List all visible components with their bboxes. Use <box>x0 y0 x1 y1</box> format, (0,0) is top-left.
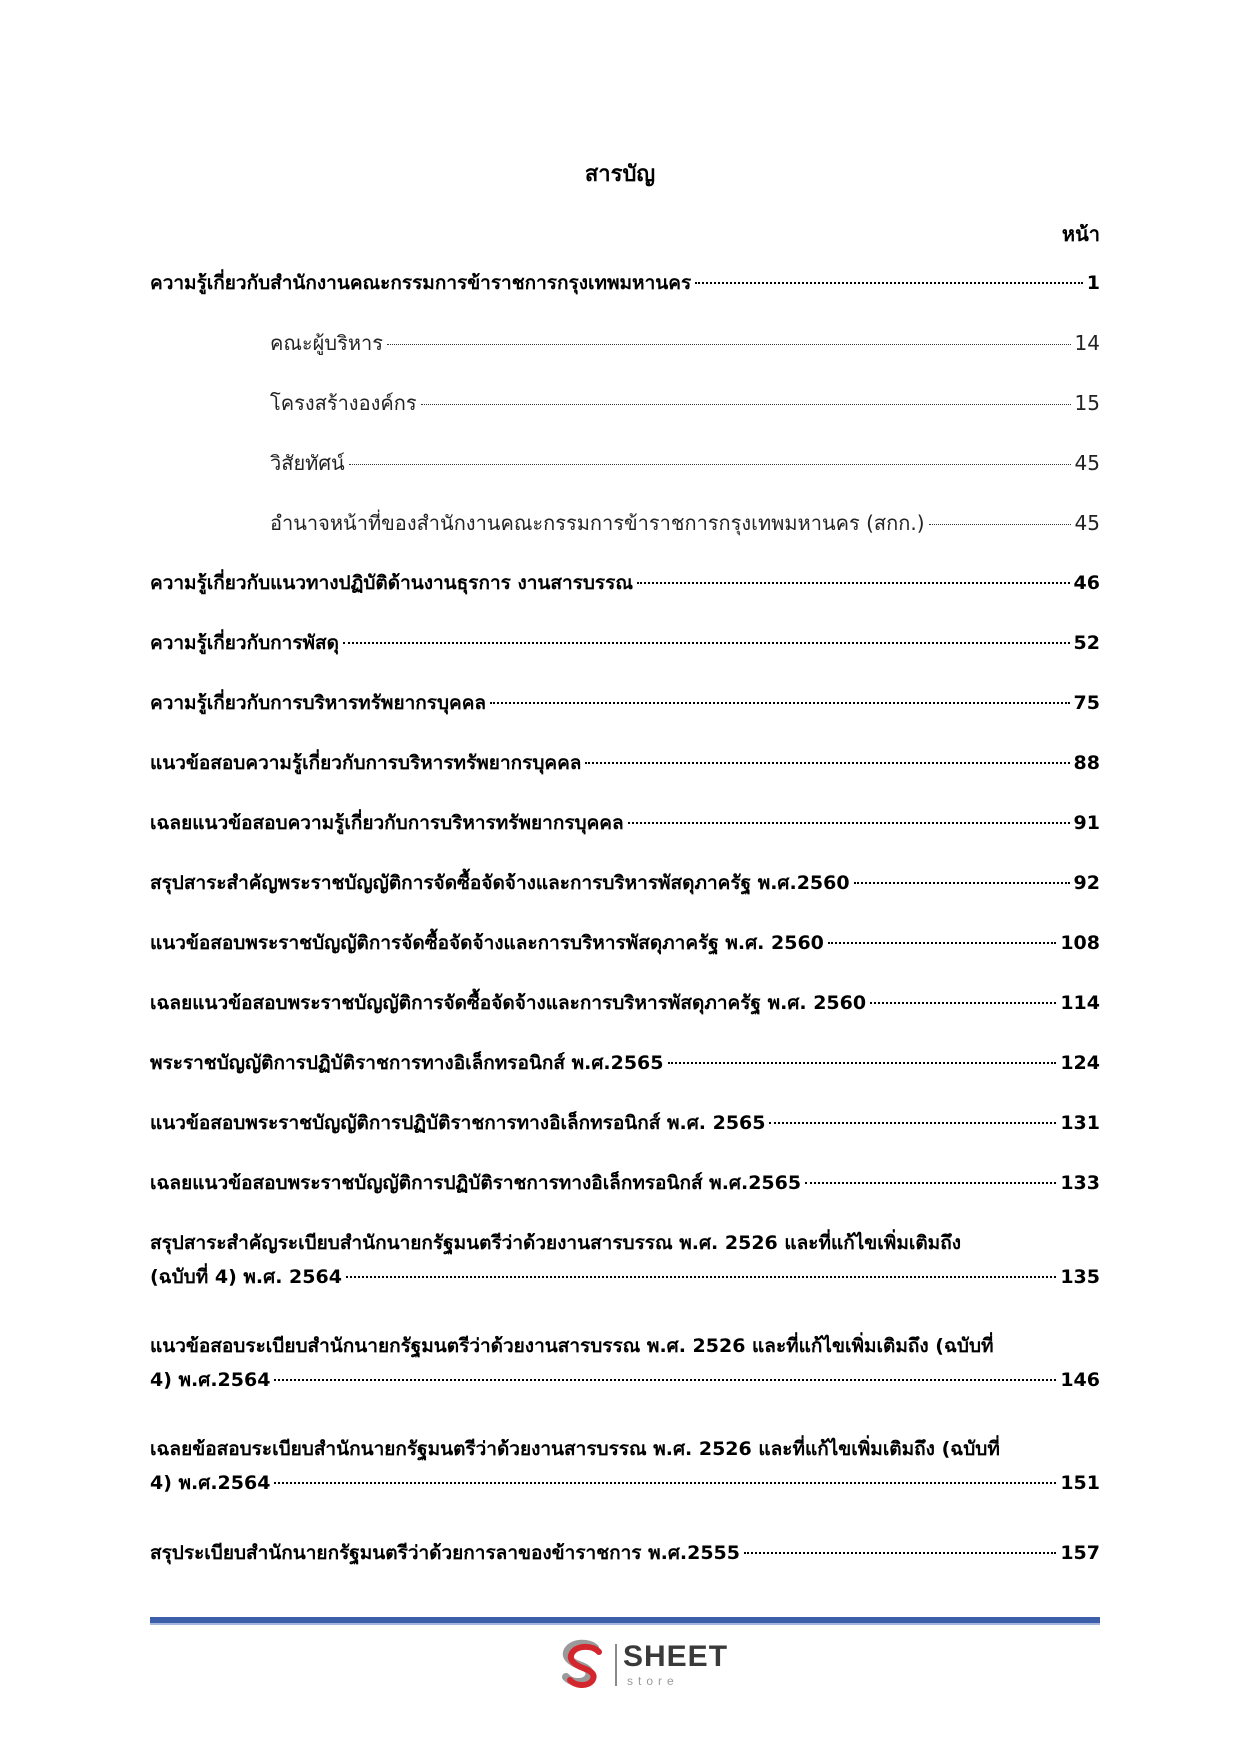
toc-page-number: 15 <box>1074 391 1100 415</box>
toc-page-number: 91 <box>1073 812 1100 834</box>
footer-divider <box>150 1617 1100 1625</box>
sheet-store-logo-icon <box>555 1638 609 1692</box>
dot-leader <box>805 1182 1056 1184</box>
toc-entry-title: ความรู้เกี่ยวกับแนวทางปฏิบัติด้านงานธุรการ งานสารบรรณ <box>150 572 633 594</box>
toc-entry-title: สรุปสาระสำคัญพระราชบัญญัติการจัดซื้อจัดจ้างและการบริหารพัสดุภาครัฐ พ.ศ.2560 <box>150 872 850 894</box>
toc-entry[interactable] <box>150 1540 1100 1566</box>
dot-leader <box>274 1482 1056 1484</box>
dot-leader <box>828 942 1056 944</box>
toc-entry-title: เฉลยข้อสอบระเบียบสำนักนายกรัฐมนตรีว่าด้วยงานสารบรรณ พ.ศ. 2526 และที่แก้ไขเพิ่มเติมถึง (ฉบับที่ <box>150 1438 1000 1460</box>
toc-page-number: 114 <box>1060 992 1100 1014</box>
toc-page-number: 146 <box>1060 1369 1100 1391</box>
dot-leader <box>421 404 1071 405</box>
dot-leader <box>343 642 1070 644</box>
logo-wordmark: SHEET <box>623 1640 729 1673</box>
toc-page-number: 131 <box>1060 1112 1100 1134</box>
toc-entry[interactable] <box>150 810 1100 836</box>
toc-entry-title: เฉลยแนวข้อสอบพระราชบัญญัติการปฏิบัติราชการทางอิเล็กทรอนิกส์ พ.ศ.2565 <box>150 1172 802 1194</box>
toc-entry-title: แนวข้อสอบระเบียบสำนักนายกรัฐมนตรีว่าด้วยงานสารบรรณ พ.ศ. 2526 และที่แก้ไขเพิ่มเติมถึง (ฉบับที่ <box>150 1335 994 1357</box>
toc-page-number: 108 <box>1060 932 1100 954</box>
dot-leader <box>854 882 1070 884</box>
toc-entry-title: สรุปสาระสำคัญระเบียบสำนักนายกรัฐมนตรีว่าด้วยงานสารบรรณ พ.ศ. 2526 และที่แก้ไขเพิ่มเติมถึง <box>150 1232 961 1254</box>
toc-entry-title-continued: (ฉบับที่ 4) พ.ศ. 2564 <box>150 1266 342 1288</box>
toc-entry-title: ความรู้เกี่ยวกับการบริหารทรัพยากรบุคคล <box>150 692 487 714</box>
toc-page-number: 75 <box>1073 692 1100 714</box>
toc-page-number: 133 <box>1060 1172 1100 1194</box>
dot-leader <box>870 1002 1056 1004</box>
toc-page-number: 92 <box>1073 872 1100 894</box>
toc-entry[interactable] <box>150 750 1100 776</box>
toc-entry-title: อำนาจหน้าที่ของสำนักงานคณะกรรมการข้าราชการกรุงเทพมหานคร (สกก.) <box>270 511 925 535</box>
logo-subtitle: store <box>627 1674 679 1688</box>
toc-entry[interactable] <box>150 1170 1100 1196</box>
page-column-header: หน้า <box>1061 222 1100 246</box>
toc-entry-title-continued: 4) พ.ศ.2564 <box>150 1472 271 1494</box>
dot-leader <box>585 762 1069 764</box>
toc-entry[interactable] <box>150 1436 1100 1496</box>
toc-entry[interactable] <box>150 1333 1100 1393</box>
toc-page-number: 1 <box>1086 272 1100 294</box>
dot-leader <box>769 1122 1056 1124</box>
toc-subentry[interactable] <box>270 390 1100 416</box>
toc-entry-title: เฉลยแนวข้อสอบพระราชบัญญัติการจัดซื้อจัดจ้างและการบริหารพัสดุภาครัฐ พ.ศ. 2560 <box>150 992 867 1014</box>
toc-page-number: 124 <box>1060 1052 1100 1074</box>
dot-leader <box>387 344 1071 345</box>
toc-entry[interactable] <box>150 870 1100 896</box>
toc-entry[interactable] <box>150 270 1100 296</box>
toc-entry[interactable] <box>150 1230 1100 1290</box>
toc-entry-title: ความรู้เกี่ยวกับการพัสดุ <box>150 632 339 654</box>
toc-entry[interactable] <box>150 1110 1100 1136</box>
dot-leader <box>929 524 1071 525</box>
toc-entry[interactable] <box>150 630 1100 656</box>
toc-page-number: 88 <box>1073 752 1100 774</box>
toc-entry-title: ความรู้เกี่ยวกับสำนักงานคณะกรรมการข้าราชการกรุงเทพมหานคร <box>150 272 692 294</box>
dot-leader <box>349 464 1071 465</box>
dot-leader <box>346 1276 1056 1278</box>
toc-entry[interactable] <box>150 570 1100 596</box>
toc-entry[interactable] <box>150 690 1100 716</box>
logo-separator <box>615 1644 617 1686</box>
dot-leader <box>637 582 1070 584</box>
toc-entry-title: แนวข้อสอบพระราชบัญญัติการจัดซื้อจัดจ้างและการบริหารพัสดุภาครัฐ พ.ศ. 2560 <box>150 932 824 954</box>
toc-subentry[interactable] <box>270 450 1100 476</box>
page-title: สารบัญ <box>584 162 656 187</box>
toc-subentry[interactable] <box>270 330 1100 356</box>
dot-leader <box>628 822 1070 824</box>
toc-page-number: 151 <box>1060 1472 1100 1494</box>
toc-page-number: 14 <box>1074 331 1100 355</box>
dot-leader <box>744 1552 1056 1554</box>
dot-leader <box>668 1062 1057 1064</box>
toc-page-number: 45 <box>1074 511 1100 535</box>
toc-entry[interactable] <box>150 930 1100 956</box>
dot-leader <box>490 702 1069 704</box>
toc-entry-title: คณะผู้บริหาร <box>270 331 383 355</box>
toc-entry[interactable] <box>150 990 1100 1016</box>
toc-subentry[interactable] <box>270 510 1100 536</box>
toc-page-number: 46 <box>1073 572 1100 594</box>
toc-entry-title: แนวข้อสอบความรู้เกี่ยวกับการบริหารทรัพยากรบุคคล <box>150 752 582 774</box>
toc-page-number: 52 <box>1073 632 1100 654</box>
toc-entry-title: โครงสร้างองค์กร <box>270 391 417 415</box>
toc-entry-title: แนวข้อสอบพระราชบัญญัติการปฏิบัติราชการทางอิเล็กทรอนิกส์ พ.ศ. 2565 <box>150 1112 766 1134</box>
toc-entry-title: พระราชบัญญัติการปฏิบัติราชการทางอิเล็กทรอนิกส์ พ.ศ.2565 <box>150 1052 664 1074</box>
toc-page-number: 135 <box>1060 1266 1100 1288</box>
toc-entry-title-continued: 4) พ.ศ.2564 <box>150 1369 271 1391</box>
toc-entry-title: สรุประเบียบสำนักนายกรัฐมนตรีว่าด้วยการลาของข้าราชการ พ.ศ.2555 <box>150 1542 740 1564</box>
toc-entry-title: วิสัยทัศน์ <box>270 451 345 475</box>
dot-leader <box>695 282 1083 284</box>
toc-page-number: 157 <box>1060 1542 1100 1564</box>
toc-page-number: 45 <box>1074 451 1100 475</box>
dot-leader <box>274 1379 1056 1381</box>
toc-entry[interactable] <box>150 1050 1100 1076</box>
toc-entry-title: เฉลยแนวข้อสอบความรู้เกี่ยวกับการบริหารทรัพยากรบุคคล <box>150 812 624 834</box>
sheet-store-logo <box>555 1638 735 1692</box>
